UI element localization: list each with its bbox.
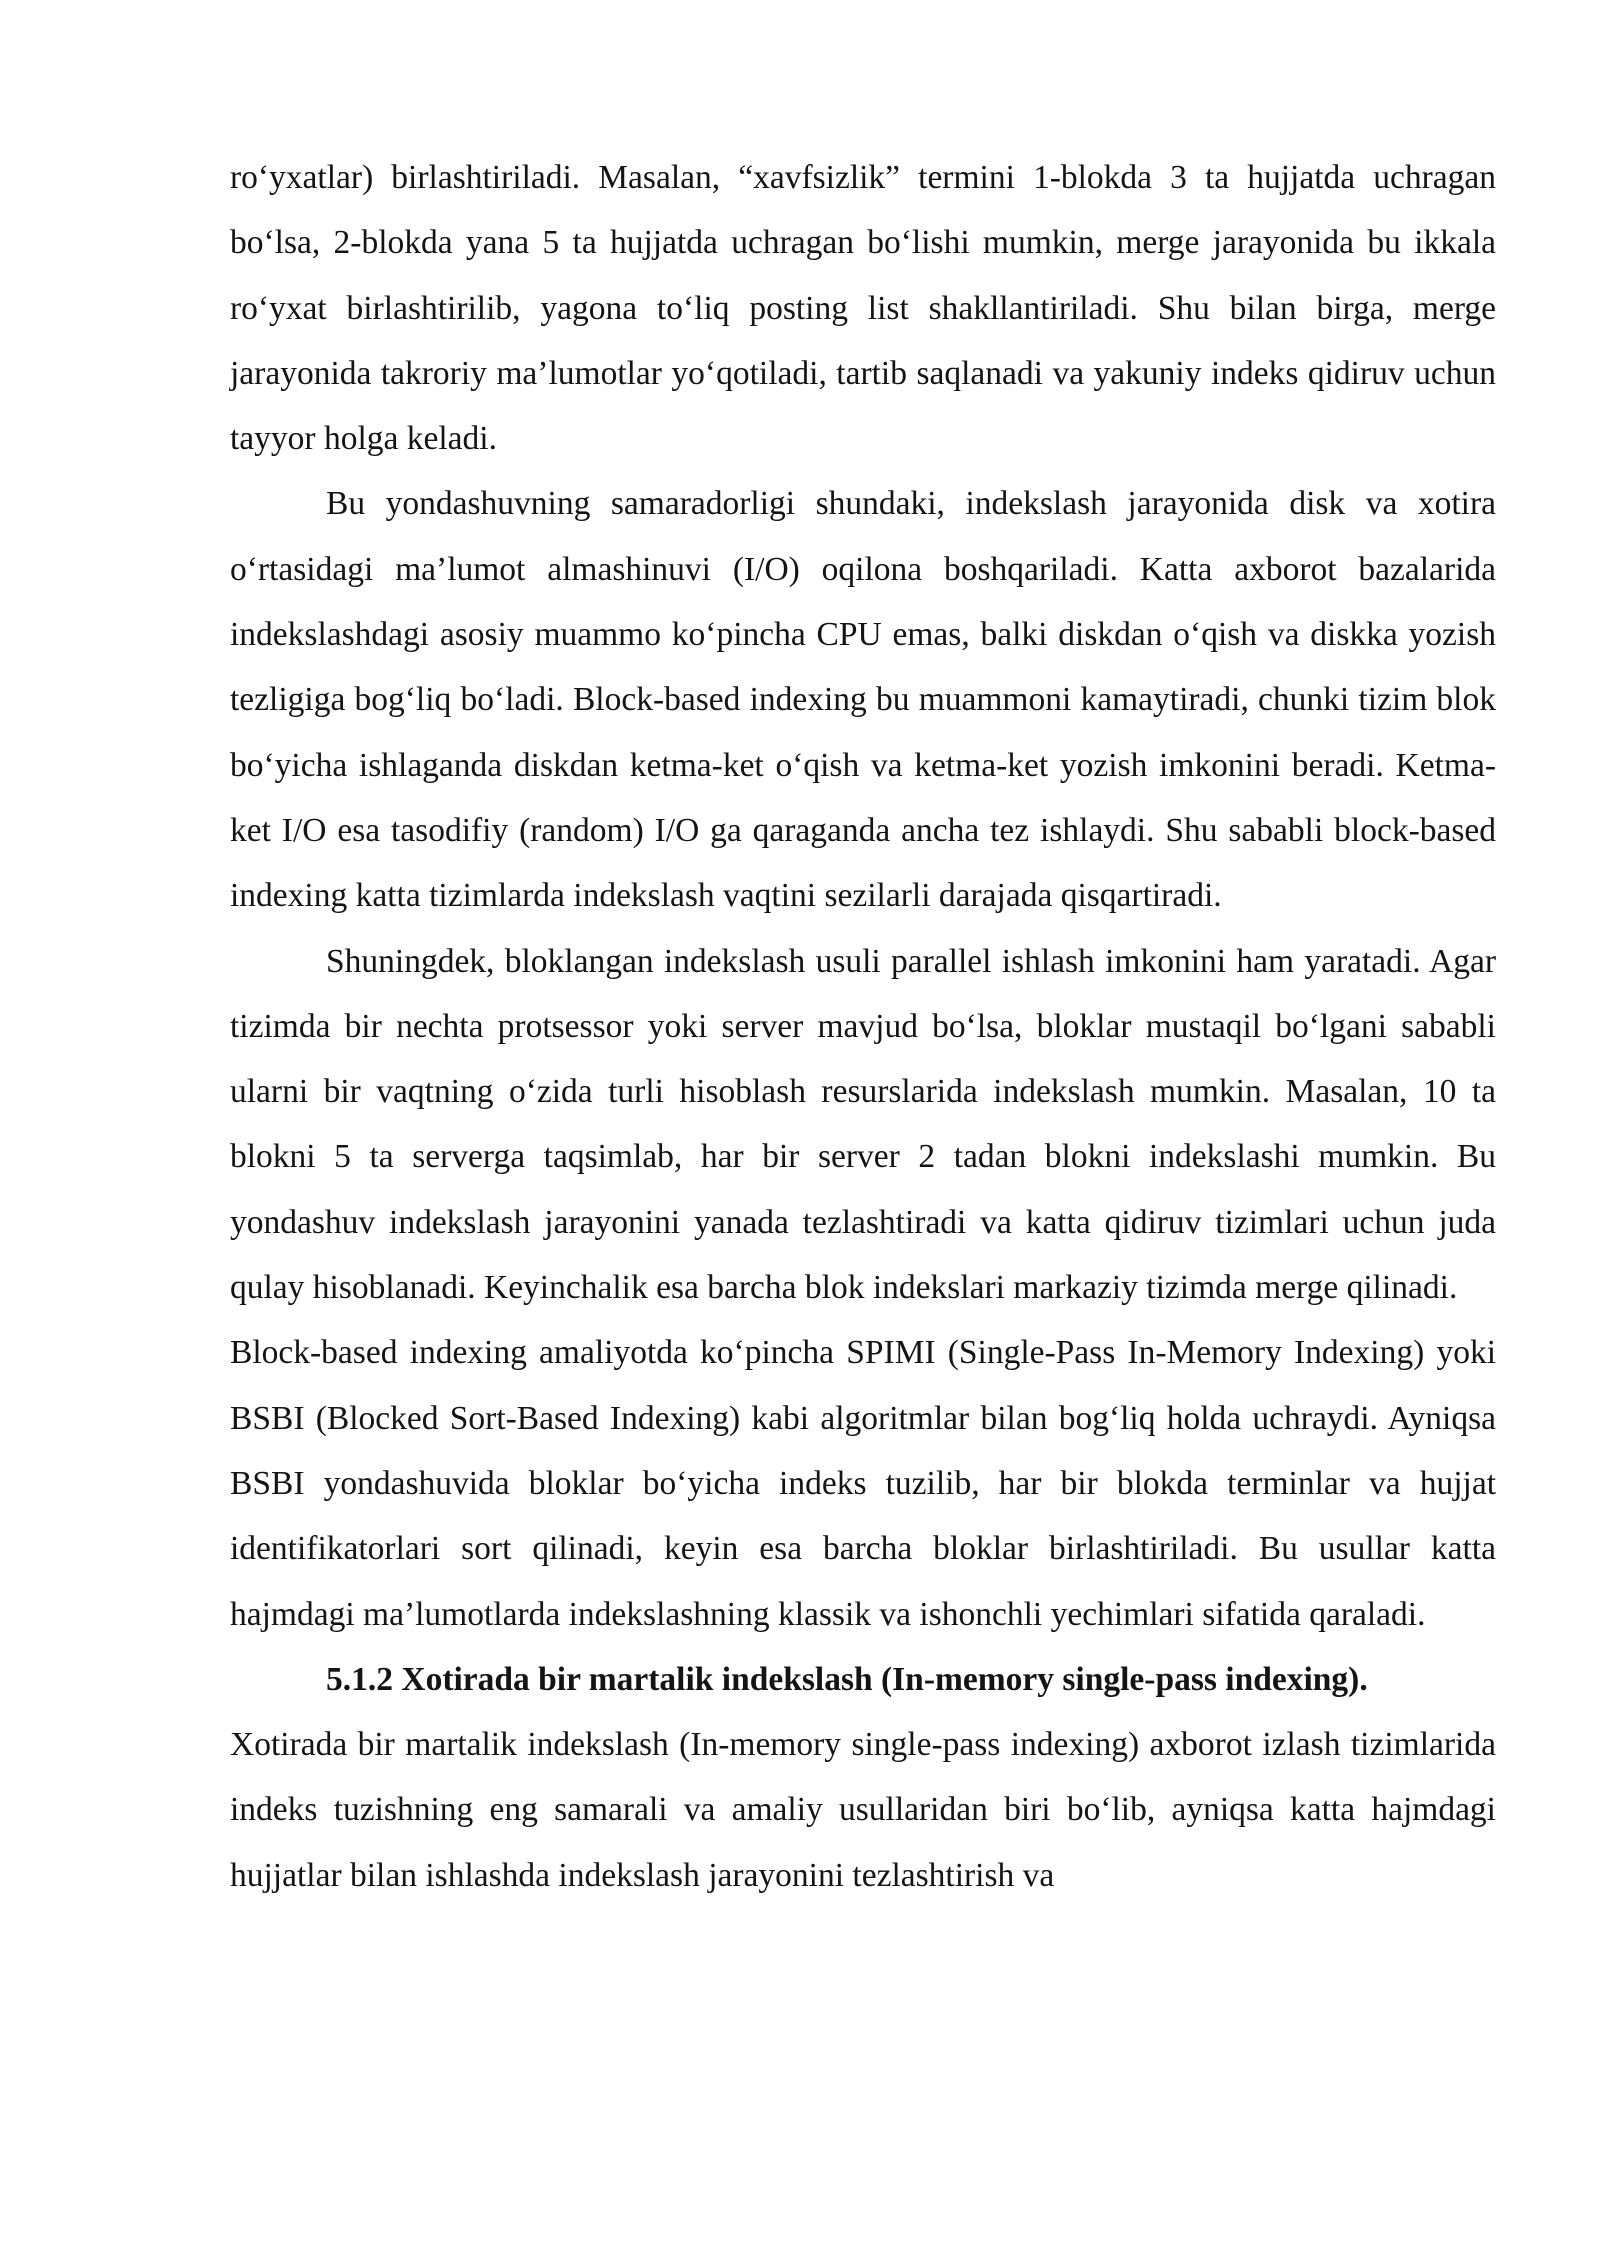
section-heading: 5.1.2 Xotirada bir martalik indekslash (In-memory single-pass indexing).: [326, 1660, 1368, 1698]
paragraph-section-intro: Xotirada bir martalik indekslash (In-memory single-pass indexing) axborot izlash tizimlarida indeks tuzishning eng samarali va amaliy usullaridan biri bo‘lib, ayniqsa katta hajmdagi hujjatlar bilan ishlashda indekslash jarayonini tezlashtirish va: [230, 1726, 1496, 1894]
paragraph-parallel: Shuningdek, bloklangan indekslash usuli parallel ishlash imkonini ham yaratadi. Agar tizimda bir nechta protsessor yoki server mavjud bo‘lsa, bloklar mustaqil bo‘lgani sababli ularni bir vaqtning o‘zida turli hisoblash resurslarida indekslash mumkin. Masalan, 10 ta blokni 5 ta serverga taqsimlab, har bir server 2 tadan blokni indekslashi mumkin. Bu yondashuv indekslash jarayonini yanada tezlashtiradi va katta qidiruv tizimlari uchun juda qulay hisoblanadi. Keyinchalik esa barcha blok indekslari markaziy tizimda merge qilinadi.: [230, 942, 1496, 1307]
paragraph-efficiency: Bu yondashuvning samaradorligi shundaki, indekslash jarayonida disk va xotira o‘rtasidagi ma’lumot almashinuvi (I/O) oqilona boshqariladi. Katta axborot bazalarida indekslashdagi asosiy muammo ko‘pincha CPU emas, balki diskdan o‘qish va diskka yozish tezligiga bog‘liq bo‘ladi. Block-based indexing bu muammoni kamaytiradi, chunki tizim blok bo‘yicha ishlaganda diskdan ketma-ket o‘qish va ketma-ket yozish imkonini beradi. Ketma-ket I/O esa tasodifiy (random) I/O ga qaraganda ancha tez ishlaydi. Shu sababli block-based indexing katta tizimlarda indekslash vaqtini sezilarli darajada qisqartiradi.: [230, 485, 1496, 915]
paragraph-continuation: ro‘yxatlar) birlashtiriladi. Masalan, “xavfsizlik” termini 1-blokda 3 ta hujjatda uchragan bo‘lsa, 2-blokda yana 5 ta hujjatda uchragan bo‘lishi mumkin, merge jarayonida bu ikkala ro‘yxat birlashtirilib, yagona to‘liq posting list shakllantiriladi. Shu bilan birga, merge jarayonida takroriy ma’lumotlar yo‘qotiladi, tartib saqlanadi va yakuniy indeks qidiruv uchun tayyor holga keladi.: [230, 159, 1496, 458]
paragraph-algorithms: Block-based indexing amaliyotda ko‘pincha SPIMI (Single-Pass In-Memory Indexing) yoki BSBI (Blocked Sort-Based Indexing) kabi algoritmlar bilan bog‘liq holda uchraydi. Ayniqsa BSBI yondashuvida bloklar bo‘yicha indeks tuzilib, har bir blokda terminlar va hujjat identifikatorlari sort qilinadi, keyin esa barcha bloklar birlashtiriladi. Bu usullar katta hajmdagi ma’lumotlarda indekslashning klassik va ishonchli yechimlari sifatida qaraladi.: [230, 1334, 1496, 1633]
document-page: [230, 145, 1496, 1908]
